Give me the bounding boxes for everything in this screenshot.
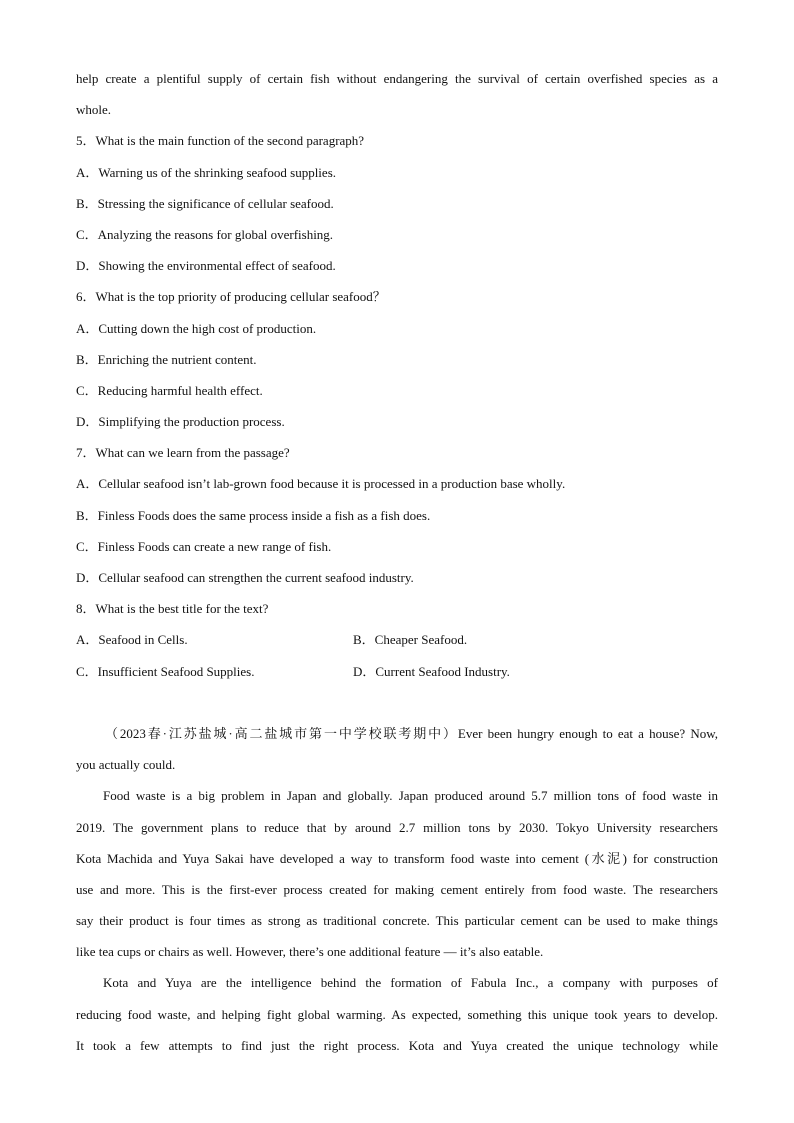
option-row [76,656,718,687]
section-spacer [76,687,718,718]
paragraph-line: Kota and Yuya are the intelligence behind the formation of Fabula Inc., a company with purposes of [103,975,718,991]
paragraph-line: Food waste is a big problem in Japan and globally. Japan produced around 5.7 million tons of food waste in [103,788,718,804]
paragraph-line: Kota Machida and Yuya Sakai have developed a way to transform food waste into cement (水泥) for construction [76,850,718,866]
question-stem: 8．What is the best title for the text? [76,601,269,617]
answer-option[interactable]: B．Cheaper Seafood. [353,632,468,648]
answer-option[interactable]: C．Insufficient Seafood Supplies. [76,663,255,679]
paragraph-line: reducing food waste, and helping fight global warming. As expected, something this unique took years to develop. [76,1006,718,1022]
paragraph-line: 2019. The government plans to reduce that by around 2.7 million tons by 2030. Tokyo University researchers [76,819,718,835]
answer-option[interactable]: A．Cellular seafood isn’t lab-grown food because it is processed in a production base wholly. [76,476,566,492]
paragraph-line: like tea cups or chairs as well. However, there’s one additional feature — it’s also eatable. [76,944,544,960]
answer-option[interactable]: D．Simplifying the production process. [76,414,285,430]
question-stem: 6．What is the top priority of producing cellular seafood？ [76,289,386,305]
passage-source: you actually could. [76,757,176,773]
answer-option[interactable]: D．Showing the environmental effect of seafood. [76,258,336,274]
answer-option[interactable]: B．Enriching the nutrient content. [76,351,257,367]
paragraph-line: say their product is four times as strong as traditional concrete. This particular cement can be used to make things [76,913,718,929]
answer-option[interactable]: C．Analyzing the reasons for global overfishing. [76,226,334,242]
answer-option[interactable]: D．Current Seafood Industry. [353,663,510,679]
answer-option[interactable]: B．Finless Foods does the same process inside a fish as a fish does. [76,507,431,523]
paragraph-line: It took a few attempts to find just the right process. Kota and Yuya created the unique technology while [76,1037,718,1053]
intro-line: whole. [76,102,112,118]
answer-option[interactable]: C．Reducing harmful health effect. [76,382,263,398]
answer-option[interactable]: D．Cellular seafood can strengthen the current seafood industry. [76,570,414,585]
paragraph-line: use and more. This is the first-ever process created for making cement entirely from food waste. The researchers [76,881,718,897]
option-row [76,624,718,655]
question-stem: 5．What is the main function of the second paragraph? [76,133,365,149]
answer-option[interactable]: C．Finless Foods can create a new range of fish. [76,538,332,554]
question-stem: 7．What can we learn from the passage? [76,445,290,461]
answer-option[interactable]: A．Warning us of the shrinking seafood supplies. [76,164,336,180]
answer-option[interactable]: A．Cutting down the high cost of production. [76,320,317,336]
answer-option[interactable]: B．Stressing the significance of cellular seafood. [76,195,334,211]
intro-line: help create a plentiful supply of certain fish without endangering the survival of certain overfished species as a [76,71,718,86]
passage-source: （2023春·江苏盐城·高二盐城市第一中学校联考期中）Ever been hungry enough to eat a house? Now, [105,725,718,741]
document-page [76,63,718,1061]
answer-option[interactable]: A．Seafood in Cells. [76,632,188,648]
